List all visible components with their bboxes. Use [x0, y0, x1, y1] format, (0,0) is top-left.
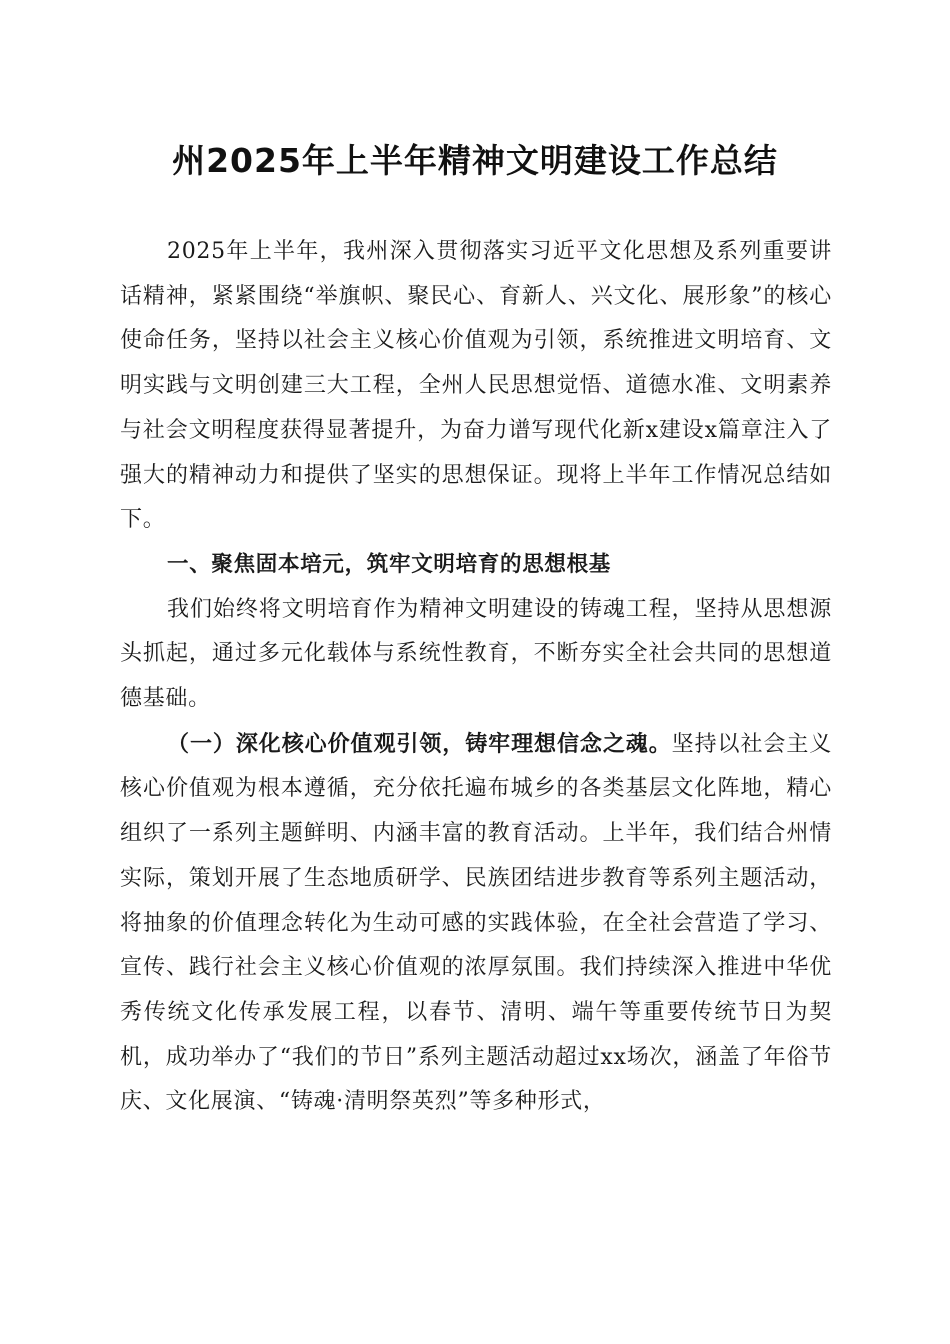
document-title: 州2025年上半年精神文明建设工作总结: [172, 141, 778, 180]
subsection-heading: （一）深化核心价值观引领，铸牢理想信念之魂。: [167, 730, 672, 757]
subsection-paragraph: [120, 722, 832, 1125]
section-heading: 一、聚焦固本培元，筑牢文明培育的思想根基: [167, 551, 612, 577]
subsection-body: 坚持以社会主义核心价值观为根本遵循，充分依托遍布城乡的各类基层文化阵地，精心组织了一系列主题鲜明、内涵丰富的教育活动。上半年，我们结合州情实际，策划开展了生态地质研学、民族团结进步教育等系列主题活动，将抽象的价值理念转化为生动可感的实践体验，在全社会营造了学习、宣传、践行社会主义核心价值观的浓厚氛围。我们持续深入推进中华优秀传统文化传承发展工程，以春节、清明、端午等重要传统节日为契机，成功举办了“我们的节日”系列主题活动超过xx场次，涵盖了年俗节庆、文化展演、“铸魂·清明祭英烈”等多种形式，: [120, 731, 832, 1115]
document-body: [120, 230, 832, 1125]
intro-paragraph: 2025年上半年，我州深入贯彻落实习近平文化思想及系列重要讲话精神，紧紧围绕“举旗帜、聚民心、育新人、兴文化、展形象”的核心使命任务，坚持以社会主义核心价值观为引领，系统推进文明培育、文明实践与文明创建三大工程，全州人民思想觉悟、道德水准、文明素养与社会文明程度获得显著提升，为奋力谱写现代化新x建设x篇章注入了强大的精神动力和提供了坚实的思想保证。现将上半年工作情况总结如下。: [120, 239, 832, 533]
section-intro-paragraph: 我们始终将文明培育作为精神文明建设的铸魂工程，坚持从思想源头抓起，通过多元化载体与系统性教育，不断夯实全社会共同的思想道德基础。: [120, 596, 832, 712]
